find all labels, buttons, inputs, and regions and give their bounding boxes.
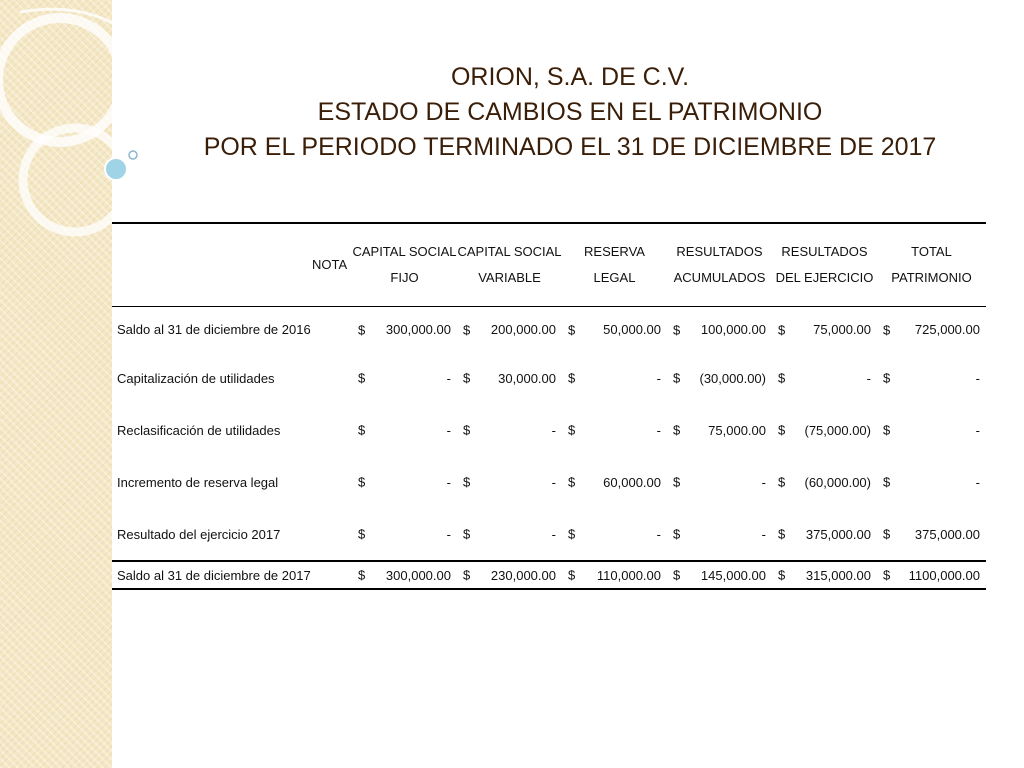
currency-symbol: $: [463, 370, 471, 386]
currency-symbol: $: [463, 567, 471, 583]
row-nota: [312, 307, 352, 353]
currency-symbol: $: [568, 370, 576, 386]
bubble-large-icon: [105, 158, 127, 180]
currency-symbol: $: [883, 370, 891, 386]
value-cell: $ 50,000.00: [568, 322, 661, 337]
value-cell: $ (60,000.00): [778, 474, 871, 490]
equity-changes-table: [112, 222, 986, 590]
total-cell: $ 1100,000.00: [883, 567, 980, 583]
currency-symbol: $: [673, 370, 681, 386]
value-cell: $ -: [463, 474, 556, 490]
total-cell: $ 300,000.00: [358, 567, 451, 583]
total-row: [112, 561, 986, 589]
row-nota: [312, 508, 352, 561]
value-cell: $ -: [463, 422, 556, 438]
value-cell: $ (75,000.00): [778, 422, 871, 438]
value-cell: $ 60,000.00: [568, 474, 661, 490]
currency-symbol: $: [778, 422, 786, 438]
total-cell: $ 315,000.00: [778, 567, 871, 583]
statement-period: POR EL PERIODO TERMINADO EL 31 DE DICIEMBRE DE 2017: [203, 133, 937, 161]
value-cell: $ 100,000.00: [673, 322, 766, 337]
header-resultados-ejercicio: RESULTADOS DEL EJERCICIO: [775, 244, 874, 285]
value-cell: $ 200,000.00: [463, 322, 556, 337]
value-cell: $ 300,000.00: [358, 322, 451, 337]
table-header-row: [112, 223, 986, 307]
value-cell: $ -: [358, 526, 451, 542]
value-cell: $ -: [568, 526, 661, 542]
value-cell: $ -: [463, 526, 556, 542]
value-cell: $ 725,000.00: [883, 322, 980, 337]
total-row-nota: [312, 561, 352, 589]
value-cell: $ 75,000.00: [673, 422, 766, 438]
currency-symbol: $: [463, 322, 471, 337]
currency-symbol: $: [778, 474, 786, 490]
value-cell: $ 75,000.00: [778, 322, 871, 337]
currency-symbol: $: [463, 526, 471, 542]
currency-symbol: $: [673, 567, 681, 583]
row-nota: [312, 352, 352, 404]
value-cell: $ -: [568, 422, 661, 438]
value-cell: $ 375,000.00: [778, 526, 871, 542]
value-cell: $ -: [778, 370, 871, 386]
statement-name: ESTADO DE CAMBIOS EN EL PATRIMONIO: [317, 98, 823, 126]
value-cell: $ -: [358, 422, 451, 438]
value-cell: $ -: [568, 370, 661, 386]
value-cell: $ -: [883, 370, 980, 386]
value-cell: $ -: [358, 370, 451, 386]
value-cell: $ (30,000.00): [673, 370, 766, 386]
row-label: Resultado del ejercicio 2017: [117, 526, 281, 542]
currency-symbol: $: [673, 422, 681, 438]
header-capital-social-variable: CAPITAL SOCIAL VARIABLE: [457, 244, 562, 285]
currency-symbol: $: [463, 474, 471, 490]
table-row: [112, 508, 986, 561]
currency-symbol: $: [673, 526, 681, 542]
currency-symbol: $: [358, 370, 366, 386]
currency-symbol: $: [358, 422, 366, 438]
row-nota: [312, 404, 352, 456]
currency-symbol: $: [883, 567, 891, 583]
row-label: Saldo al 31 de diciembre de 2016: [117, 322, 311, 337]
currency-symbol: $: [778, 526, 786, 542]
currency-symbol: $: [568, 422, 576, 438]
total-cell: $ 110,000.00: [568, 567, 661, 583]
currency-symbol: $: [673, 474, 681, 490]
currency-symbol: $: [568, 526, 576, 542]
currency-symbol: $: [568, 474, 576, 490]
currency-symbol: $: [358, 567, 366, 583]
value-cell: $ -: [673, 474, 766, 490]
currency-symbol: $: [883, 322, 891, 337]
table-row: [112, 404, 986, 456]
row-nota: [312, 456, 352, 508]
value-cell: $ -: [883, 422, 980, 438]
row-label: Reclasificación de utilidades: [117, 422, 281, 438]
header-reserva-legal: RESERVA LEGAL: [584, 244, 645, 285]
currency-symbol: $: [673, 322, 681, 337]
currency-symbol: $: [883, 526, 891, 542]
table-row: [112, 307, 986, 353]
company-name: ORION, S.A. DE C.V.: [450, 63, 690, 91]
header-resultados-acumulados: RESULTADOS ACUMULADOS: [673, 244, 766, 285]
header-concept: [112, 223, 312, 307]
currency-symbol: $: [778, 567, 786, 583]
header-total-patrimonio: TOTAL PATRIMONIO: [891, 244, 972, 285]
currency-symbol: $: [778, 322, 786, 337]
row-label: Capitalización de utilidades: [117, 370, 275, 386]
value-cell: $ 30,000.00: [463, 370, 556, 386]
value-cell: $ -: [358, 474, 451, 490]
report-title: [130, 60, 1010, 165]
currency-symbol: $: [463, 422, 471, 438]
currency-symbol: $: [568, 567, 576, 583]
currency-symbol: $: [568, 322, 576, 337]
currency-symbol: $: [358, 526, 366, 542]
header-capital-social-fijo: CAPITAL SOCIAL FIJO: [352, 244, 457, 285]
currency-symbol: $: [778, 370, 786, 386]
total-row-label: Saldo al 31 de diciembre de 2017: [117, 567, 311, 583]
table-row: [112, 456, 986, 508]
total-cell: $ 145,000.00: [673, 567, 766, 583]
row-label: Incremento de reserva legal: [117, 474, 279, 490]
value-cell: $ -: [673, 526, 766, 542]
header-nota: NOTA: [312, 257, 348, 272]
currency-symbol: $: [883, 474, 891, 490]
currency-symbol: $: [358, 474, 366, 490]
value-cell: $ -: [883, 474, 980, 490]
total-cell: $ 230,000.00: [463, 567, 556, 583]
currency-symbol: $: [883, 422, 891, 438]
table-row: [112, 352, 986, 404]
currency-symbol: $: [358, 322, 366, 337]
value-cell: $ 375,000.00: [883, 526, 980, 542]
